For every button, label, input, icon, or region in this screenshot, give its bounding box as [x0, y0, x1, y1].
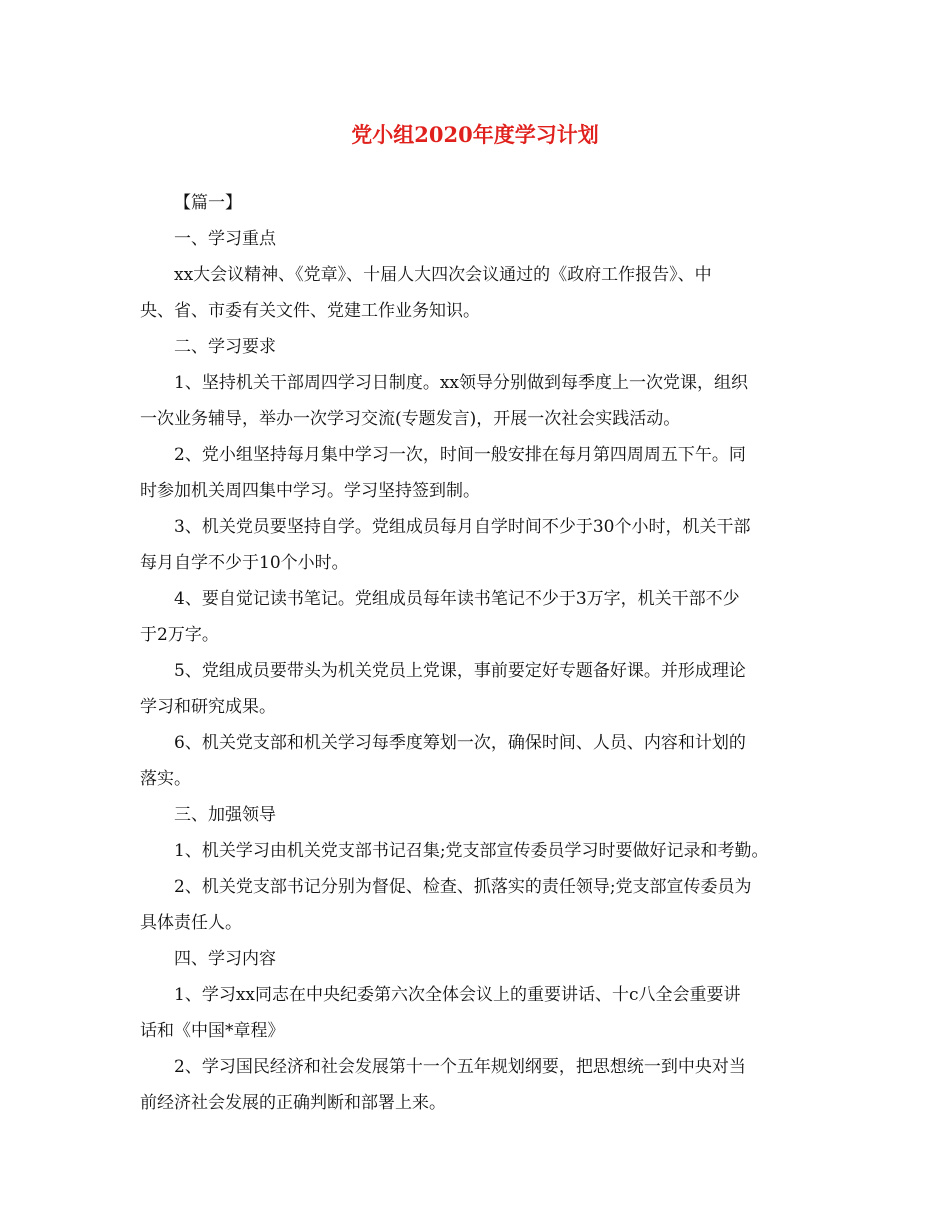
text-line: 具体责任人。	[140, 913, 242, 933]
document-body	[140, 188, 812, 1124]
text-line: 央、省、市委有关文件、党建工作业务知识。	[140, 301, 480, 321]
text-line: 话和《中国*章程》	[140, 1021, 285, 1041]
text-line: 每月自学不少于10个小时。	[140, 553, 349, 573]
text-line: 于2万字。	[140, 625, 219, 645]
text-line: 时参加机关周四集中学习。学习坚持签到制。	[140, 481, 480, 501]
text-line: 6、机关党支部和机关学习每季度筹划一次，确保时间、人员、内容和计划的	[174, 733, 746, 753]
text-line: 二、学习要求	[174, 337, 276, 357]
text-line: 2、党小组坚持每月集中学习一次，时间一般安排在每月第四周周五下午。同	[174, 445, 746, 465]
text-line: 一次业务辅导，举办一次学习交流(专题发言)，开展一次社会实践活动。	[140, 409, 681, 429]
text-line: 学习和研究成果。	[140, 697, 276, 717]
text-line: 四、学习内容	[174, 949, 276, 969]
text-line: 2、学习国民经济和社会发展第十一个五年规划纲要，把思想统一到中央对当	[174, 1057, 746, 1077]
text-line: 1、坚持机关干部周四学习日制度。xx领导分别做到每季度上一次党课，组织	[174, 373, 748, 393]
text-line: 前经济社会发展的正确判断和部署上来。	[140, 1093, 446, 1113]
text-line: 4、要自觉记读书笔记。党组成员每年读书笔记不少于3万字，机关干部不少	[174, 589, 740, 609]
text-line: xx大会议精神、《党章》、十届人大四次会议通过的《政府工作报告》、中	[174, 265, 712, 285]
text-line: 一、学习重点	[174, 229, 276, 249]
text-line: 5、党组成员要带头为机关党员上党课，事前要定好专题备好课。并形成理论	[174, 661, 746, 681]
document-title: 党小组2020年度学习计划	[351, 122, 599, 147]
text-line: 2、机关党支部书记分别为督促、检查、抓落实的责任领导;党支部宣传委员为	[174, 877, 752, 897]
text-line: 3、机关党员要坚持自学。党组成员每月自学时间不少于30个小时，机关干部	[174, 517, 751, 537]
text-line: 三、加强领导	[174, 805, 276, 825]
text-line: 1、学习xx同志在中央纪委第六次全体会议上的重要讲话、十c八全会重要讲	[174, 985, 741, 1005]
text-line: 【篇一】	[174, 193, 242, 213]
text-line: 落实。	[140, 769, 191, 789]
text-line: 1、机关学习由机关党支部书记召集;党支部宣传委员学习时要做好记录和考勤。	[174, 841, 769, 861]
